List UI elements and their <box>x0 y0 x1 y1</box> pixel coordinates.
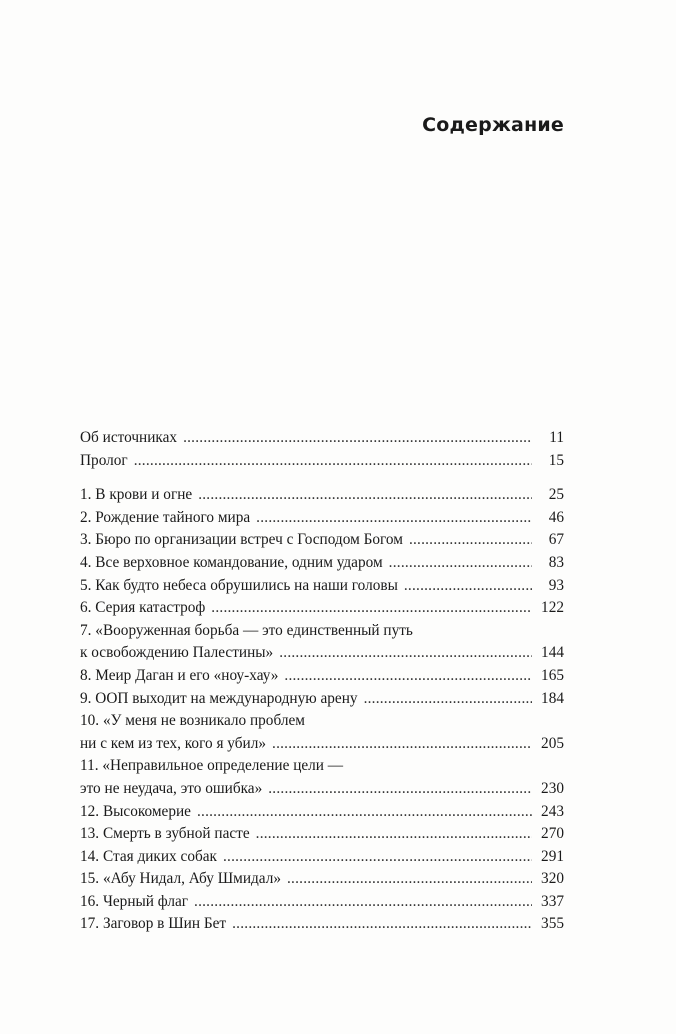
toc-entry-title: 15. «Абу Нидал, Абу Шмидал» <box>80 870 281 888</box>
dot-leader <box>256 823 532 846</box>
toc-page-number: 337 <box>541 892 564 910</box>
toc-entry[interactable] <box>80 427 564 450</box>
dot-leader <box>404 575 532 598</box>
chapter-list <box>80 484 564 936</box>
toc-chapter-entry[interactable] <box>80 665 564 688</box>
dot-leader <box>279 642 532 665</box>
toc-page-number: 165 <box>541 666 564 684</box>
toc-entry-title: 1. В крови и огне <box>80 486 193 504</box>
toc-chapter-entry[interactable] <box>80 529 564 552</box>
toc-entry-title: к освобождению Палестины» <box>80 644 274 662</box>
toc-page-number: 83 <box>548 553 564 571</box>
toc-page-number: 11 <box>549 429 564 446</box>
dot-leader <box>211 597 532 620</box>
toc-entry-last-line <box>80 733 564 756</box>
toc-chapter-entry[interactable] <box>80 801 564 824</box>
dot-leader <box>409 529 532 552</box>
toc-page-number: 270 <box>541 825 564 843</box>
toc-chapter-entry[interactable] <box>80 507 564 530</box>
toc-chapter-entry[interactable] <box>80 597 564 620</box>
toc-entry-title: Пролог <box>80 451 128 469</box>
toc-page-number: 320 <box>541 870 564 888</box>
toc-chapter-entry[interactable] <box>80 710 564 755</box>
toc-entry-title: 3. Бюро по организации встреч с Господом Богом <box>80 531 403 549</box>
toc-chapter-entry[interactable] <box>80 868 564 891</box>
toc-page-number: 15 <box>548 451 564 469</box>
dot-leader <box>183 427 532 450</box>
toc-page-number: 144 <box>541 644 564 662</box>
section-gap <box>80 472 564 484</box>
toc-entry[interactable] <box>80 450 564 473</box>
toc-chapter-entry[interactable] <box>80 484 564 507</box>
toc-chapter-entry[interactable] <box>80 688 564 711</box>
dot-leader <box>364 688 532 711</box>
toc-chapter-entry[interactable] <box>80 575 564 598</box>
toc-chapter-entry[interactable] <box>80 846 564 869</box>
toc-entry-title: Об источниках <box>80 429 178 446</box>
toc-chapter-entry[interactable] <box>80 913 564 936</box>
toc-page-number: 205 <box>541 734 564 752</box>
toc-entry-title: 5. Как будто небеса обрушились на наши головы <box>80 576 398 594</box>
toc-chapter-entry[interactable] <box>80 620 564 665</box>
toc-chapter-entry[interactable] <box>80 823 564 846</box>
front-matter-list <box>80 427 564 472</box>
dot-leader <box>389 552 532 575</box>
dot-leader <box>194 891 532 914</box>
toc-entry-title: ни с кем из тех, кого я убил» <box>80 734 267 752</box>
toc-chapter-entry[interactable] <box>80 552 564 575</box>
toc-entry-title: это не неудача, это ошибка» <box>80 779 263 797</box>
dot-leader <box>223 846 532 869</box>
toc-page-number: 93 <box>548 576 564 594</box>
toc-page-number: 184 <box>541 689 564 707</box>
toc-entry-title: 4. Все верховное командование, одним ударом <box>80 553 383 571</box>
toc-page-number: 291 <box>541 847 564 865</box>
toc-entry-title: 2. Рождение тайного мира <box>80 508 251 526</box>
toc-entry-title-line: 10. «У меня не возникало проблем <box>80 712 305 730</box>
dot-leader <box>197 801 532 824</box>
toc-page-number: 67 <box>548 531 564 549</box>
toc-entry-title: 13. Смерть в зубной пасте <box>80 825 250 843</box>
dot-leader <box>268 778 532 801</box>
toc-entry-title: 16. Черный флаг <box>80 892 189 910</box>
dot-leader <box>198 484 532 507</box>
toc-entry-title-line: 7. «Вооруженная борьба — это единственный путь <box>80 621 413 639</box>
toc-page-number: 230 <box>541 779 564 797</box>
toc-entry-title: 17. Заговор в Шин Бет <box>80 915 227 933</box>
page-title: Содержание <box>422 114 564 136</box>
toc-entry-title: 6. Серия катастроф <box>80 599 206 617</box>
toc-page-number: 25 <box>548 486 564 504</box>
toc-chapter-entry[interactable] <box>80 891 564 914</box>
toc-page-number: 355 <box>541 915 564 933</box>
toc-entry-last-line <box>80 778 564 801</box>
toc-page-number: 46 <box>548 508 564 526</box>
toc-entry-title: 8. Меир Даган и его «ноу-хау» <box>80 666 279 684</box>
dot-leader <box>134 450 532 473</box>
toc-entry-title: 12. Высокомерие <box>80 802 191 820</box>
table-of-contents <box>80 427 564 936</box>
toc-page-number: 122 <box>541 599 564 617</box>
dot-leader <box>232 913 532 936</box>
dot-leader <box>272 733 532 756</box>
toc-entry-title: 9. ООП выходит на международную арену <box>80 689 358 707</box>
toc-page-number: 243 <box>541 802 564 820</box>
dot-leader <box>256 507 532 530</box>
toc-entry-title: 14. Стая диких собак <box>80 847 217 865</box>
dot-leader <box>287 868 532 891</box>
toc-entry-last-line <box>80 642 564 665</box>
dot-leader <box>284 665 532 688</box>
toc-entry-title-line: 11. «Неправильное определение цели — <box>80 757 344 775</box>
toc-chapter-entry[interactable] <box>80 755 564 800</box>
